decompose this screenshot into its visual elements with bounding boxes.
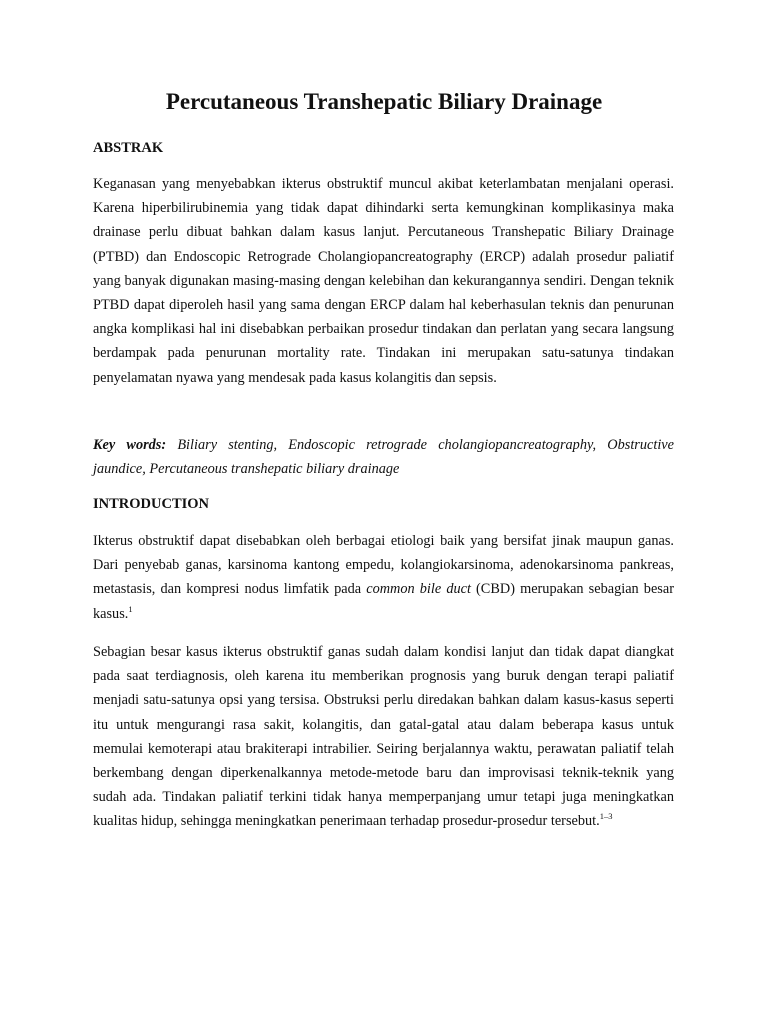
introduction-paragraph-2 <box>93 640 674 834</box>
document-title: Percutaneous Transhepatic Biliary Drainage <box>165 89 603 114</box>
abstract-paragraph: Keganasan yang menyebabkan ikterus obstruktif muncul akibat keterlambatan menjalani operasi. Karena hiperbilirubinemia yang tidak dapat dihindarki serta kemungkinan komplikasinya maka drainase perlu dibuat bahkan dalam kasus lanjut. Percutaneous Transhepatic Biliary Drainage (PTBD) dan Endoscopic Retrograde Cholangiopancreatography (ERCP) adalah prosedur paliatif yang banyak digunakan masing-masing dengan kelebihan dan kekurangannya sendiri. Dengan teknik PTBD dapat diperoleh hasil yang sama dengan ERCP dalam hal keberhasulan teknis dan penurunan angka komplikasi hal ini disebabkan perbaikan prosedur tindakan dan perlatan yang secara langsung berdampak pada penurunan mortality rate. Tindakan ini merupakan satu-satunya tindakan penyelamatan nyawa yang mendesak pada kasus kolangitis dan sepsis. <box>93 176 674 386</box>
intro-p1-italic-term: common bile duct <box>366 581 471 598</box>
keywords-label: Key words: <box>93 437 167 453</box>
intro-p1-text: Ikterus obstruktif dapat disebabkan oleh berbagai etiologi baik yang bersifat jinak maupun ganas. Dari penyebab ganas, karsinoma kantong empedu, kolangiokarsinoma, adenokarsinoma pankreas, metastasis, dan kompresi nodus limfatik pada <box>93 533 674 598</box>
introduction-heading: INTRODUCTION <box>93 496 210 512</box>
keywords-list: Biliary stenting, Endoscopic retrograde cholangiopancreatography, Obstructive jaundice, Percutaneous transhepatic biliary drainage <box>93 437 674 478</box>
intro-p2-citation: 1–3 <box>599 811 613 822</box>
intro-p1-text-end: (CBD) merupakan sebagian besar kasus. <box>93 581 674 622</box>
keywords-paragraph <box>93 433 674 481</box>
intro-p1-citation: 1 <box>128 603 133 614</box>
intro-p2-text: Sebagian besar kasus ikterus obstruktif ganas sudah dalam kondisi lanjut dan tidak dapat diangkat pada saat terdiagnosis, oleh karena itu memberikan prognosis yang buruk dengan terapi paliatif menjadi satu-satunya opsi yang tersisa. Obstruksi perlu diredakan bahkan dalam kasus-kasus seperti itu untuk mengurangi rasa sakit, kolangitis, dan gatal-gatal atau dalam beberapa kasus untuk memulai kemoterapi atau brakiterapi intrabilier. Seiring berjalannya waktu, perawatan paliatif telah berkembang dengan diperkenalkannya metode-metode baru dan improvisasi teknik-teknik yang sudah ada. Tindakan paliatif terkini tidak hanya memperpanjang umur tetapi juga meningkatkan kualitas hidup, sehingga meningkatkan penerimaan terhadap prosedur-prosedur tersebut. <box>93 644 674 830</box>
abstract-heading: ABSTRAK <box>93 140 164 156</box>
introduction-paragraph-1 <box>93 529 674 626</box>
